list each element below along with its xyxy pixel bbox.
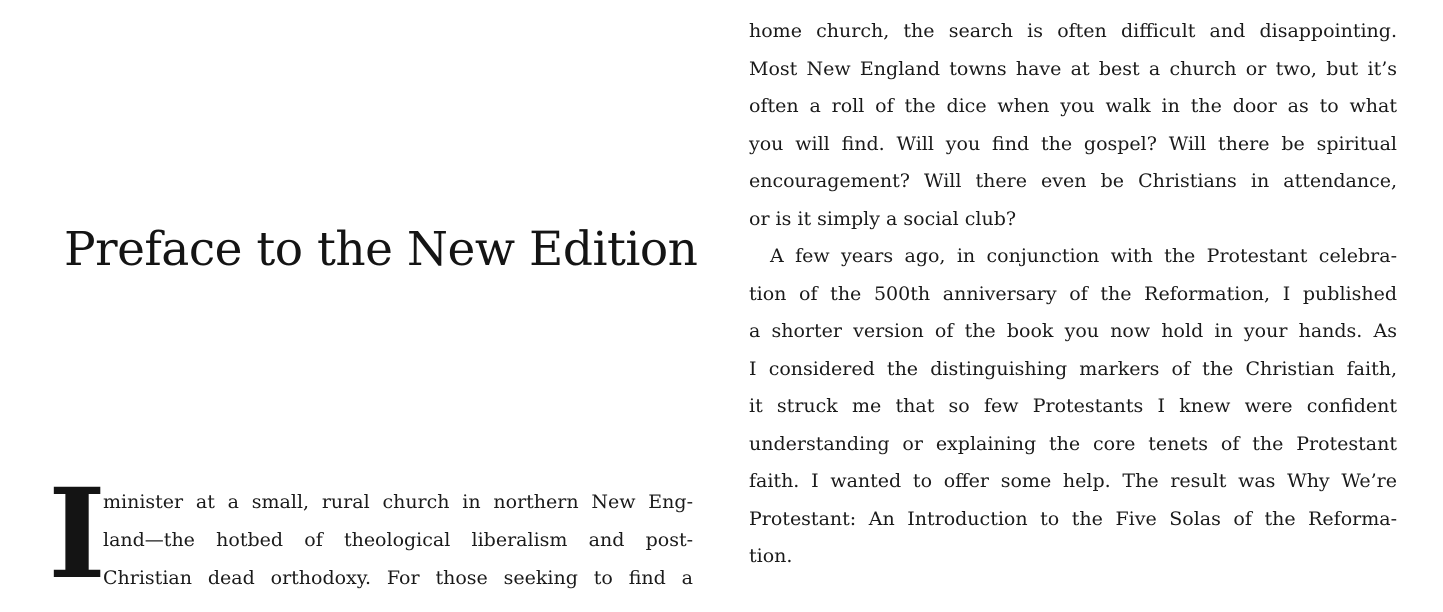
body-text-line: you will find. Will you find the gospel? Will there be spiritual bbox=[749, 133, 1397, 155]
body-text-line: encouragement? Will there even be Christians in attendance, bbox=[749, 170, 1397, 192]
body-text-line: land—the hotbed of theological liberalism and post- bbox=[103, 529, 693, 551]
body-text-line: often a roll of the dice when you walk in the door as to what bbox=[749, 95, 1397, 117]
body-text-line: Protestant: An Introduction to the Five Solas of the Reforma- bbox=[749, 508, 1397, 530]
body-text-line: home church, the search is often difficult and disappointing. bbox=[749, 20, 1397, 42]
right-page bbox=[722, 0, 1443, 612]
body-text-line: A few years ago, in conjunction with the Protestant celebra- bbox=[770, 245, 1397, 267]
body-text-line: tion. bbox=[749, 545, 793, 567]
body-text-line: tion of the 500th anniversary of the Reformation, I published bbox=[749, 283, 1397, 305]
body-text-line: it struck me that so few Protestants I knew were confident bbox=[749, 395, 1397, 417]
body-text-line: I considered the distinguishing markers of the Christian faith, bbox=[749, 358, 1397, 380]
body-text-line: a shorter version of the book you now hold in your hands. As bbox=[749, 320, 1397, 342]
drop-cap: I bbox=[48, 462, 107, 607]
body-text-line: or is it simply a social club? bbox=[749, 208, 1017, 230]
body-text-line: Christian dead orthodoxy. For those seeking to find a bbox=[103, 567, 693, 589]
body-text-line: minister at a small, rural church in northern New Eng- bbox=[103, 491, 693, 513]
chapter-title: Preface to the New Edition bbox=[64, 222, 698, 277]
body-text-line: faith. I wanted to offer some help. The result was Why We’re bbox=[749, 470, 1397, 492]
body-text-line: Most New England towns have at best a church or two, but it’s bbox=[749, 58, 1397, 80]
body-text-line: understanding or explaining the core tenets of the Protestant bbox=[749, 433, 1397, 455]
